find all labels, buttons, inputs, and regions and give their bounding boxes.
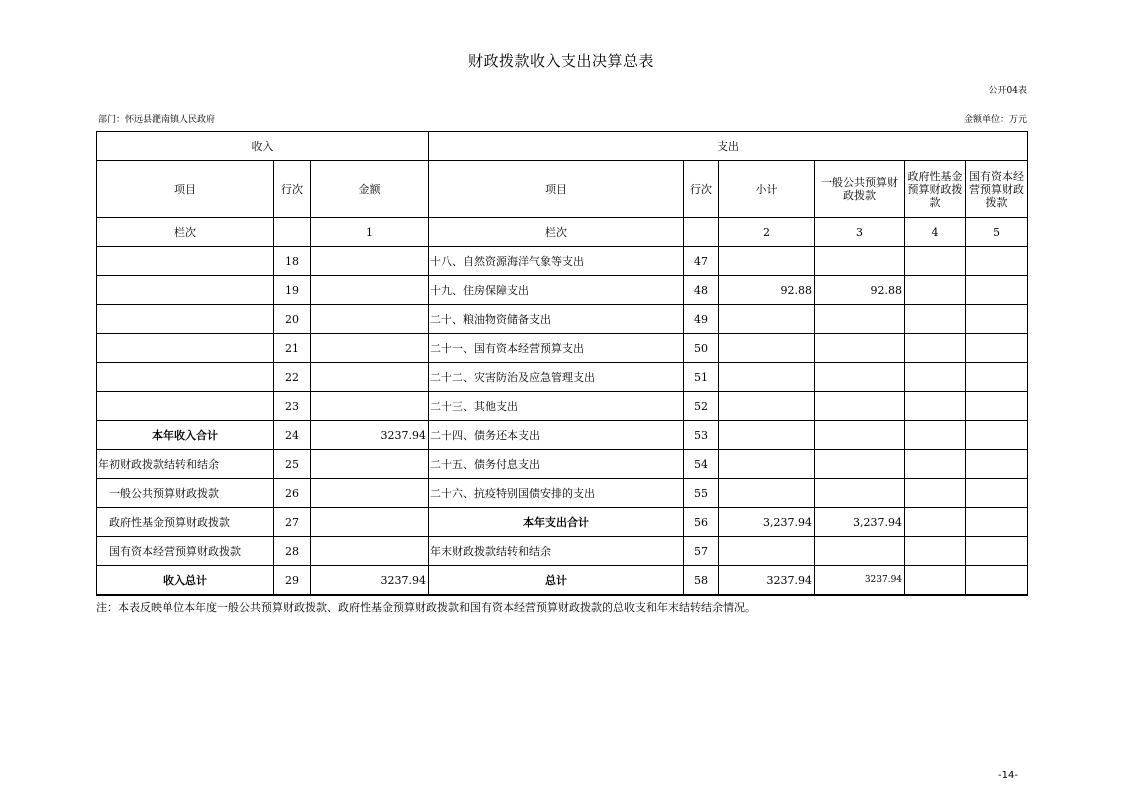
expense-capital xyxy=(966,276,1028,305)
table-row xyxy=(97,305,1028,334)
header-state-capital: 国有资本经营预算财政拨款 xyxy=(966,161,1028,218)
expense-general xyxy=(815,247,905,276)
expense-general xyxy=(815,363,905,392)
income-amount xyxy=(311,508,429,537)
income-item xyxy=(97,363,274,392)
expense-subtotal xyxy=(719,247,815,276)
header-row-no-expense: 行次 xyxy=(684,161,719,218)
expense-subtotal xyxy=(719,363,815,392)
income-item xyxy=(97,276,274,305)
income-row-no: 23 xyxy=(274,392,311,421)
expense-fund xyxy=(905,479,966,508)
expense-capital xyxy=(966,247,1028,276)
expense-subtotal xyxy=(719,479,815,508)
expense-item: 二十五、债务付息支出 xyxy=(429,450,684,479)
expense-general xyxy=(815,305,905,334)
income-item: 国有资本经营预算财政拨款 xyxy=(97,537,274,566)
column-index-4: 4 xyxy=(905,218,966,247)
page-title: 财政拨款收入支出决算总表 xyxy=(467,52,654,70)
expense-row-no: 50 xyxy=(684,334,719,363)
expense-subtotal xyxy=(719,537,815,566)
expense-row-no: 48 xyxy=(684,276,719,305)
expense-capital xyxy=(966,392,1028,421)
income-amount: 3237.94 xyxy=(311,421,429,450)
expense-general: 92.88 xyxy=(815,276,905,305)
column-index-1: 1 xyxy=(311,218,429,247)
table-row xyxy=(97,276,1028,305)
income-row-no: 18 xyxy=(274,247,311,276)
income-amount xyxy=(311,276,429,305)
table-row xyxy=(97,537,1028,566)
expense-item: 二十、粮油物资储备支出 xyxy=(429,305,684,334)
expense-general xyxy=(815,537,905,566)
expense-fund xyxy=(905,450,966,479)
header-general-budget: 一般公共预算财政拨款 xyxy=(815,161,905,218)
income-row-no: 28 xyxy=(274,537,311,566)
expense-row-no: 58 xyxy=(684,566,719,596)
income-year-total-label: 本年收入合计 xyxy=(97,421,274,450)
budget-summary-table xyxy=(96,131,1028,596)
column-index-2: 2 xyxy=(719,218,815,247)
table-row xyxy=(97,363,1028,392)
expense-capital xyxy=(966,479,1028,508)
expense-fund xyxy=(905,363,966,392)
header-amount: 金额 xyxy=(311,161,429,218)
expense-row-no: 57 xyxy=(684,537,719,566)
column-index-label-expense: 栏次 xyxy=(429,218,684,247)
expense-general xyxy=(815,479,905,508)
income-grand-total-amount: 3237.94 xyxy=(311,566,429,596)
income-item xyxy=(97,305,274,334)
grand-total-row xyxy=(97,566,1028,596)
expense-subtotal xyxy=(719,392,815,421)
expense-item: 二十三、其他支出 xyxy=(429,392,684,421)
income-item: 年初财政拨款结转和结余 xyxy=(97,450,274,479)
expense-general xyxy=(815,421,905,450)
expense-grand-total-label: 总计 xyxy=(429,566,684,596)
expense-general xyxy=(815,334,905,363)
expense-fund xyxy=(905,247,966,276)
expense-item: 二十一、国有资本经营预算支出 xyxy=(429,334,684,363)
income-amount xyxy=(311,363,429,392)
expense-subtotal xyxy=(719,305,815,334)
department-label: 部门：怀远县淝南镇人民政府 xyxy=(98,115,216,125)
expense-capital xyxy=(966,537,1028,566)
income-amount xyxy=(311,247,429,276)
income-item: 政府性基金预算财政拨款 xyxy=(97,508,274,537)
expense-subtotal xyxy=(719,421,815,450)
header-row-no: 行次 xyxy=(274,161,311,218)
expense-item: 二十二、灾害防治及应急管理支出 xyxy=(429,363,684,392)
expense-item: 年末财政拨款结转和结余 xyxy=(429,537,684,566)
page-number: -14- xyxy=(998,770,1018,781)
expense-row-no: 49 xyxy=(684,305,719,334)
expense-grand-total-general: 3237.94 xyxy=(815,566,905,596)
income-row-no: 20 xyxy=(274,305,311,334)
income-row-no: 21 xyxy=(274,334,311,363)
expense-general xyxy=(815,392,905,421)
expense-fund xyxy=(905,334,966,363)
income-amount xyxy=(311,392,429,421)
expense-subtotal xyxy=(719,450,815,479)
income-row-no: 19 xyxy=(274,276,311,305)
income-row-no: 24 xyxy=(274,421,311,450)
table-row xyxy=(97,334,1028,363)
expense-subtotal: 3,237.94 xyxy=(719,508,815,537)
expense-fund xyxy=(905,276,966,305)
expense-item: 十八、自然资源海洋气象等支出 xyxy=(429,247,684,276)
expense-item: 二十六、抗疫特别国债安排的支出 xyxy=(429,479,684,508)
income-item xyxy=(97,334,274,363)
expense-fund xyxy=(905,392,966,421)
expense-grand-total-subtotal: 3237.94 xyxy=(719,566,815,596)
column-index-blank xyxy=(274,218,311,247)
expense-item: 十九、住房保障支出 xyxy=(429,276,684,305)
income-item xyxy=(97,247,274,276)
expense-fund xyxy=(905,508,966,537)
income-row-no: 27 xyxy=(274,508,311,537)
expense-fund xyxy=(905,305,966,334)
income-amount xyxy=(311,450,429,479)
income-section-header: 收入 xyxy=(97,132,429,161)
table-note: 注：本表反映单位本年度一般公共预算财政拨款、政府性基金预算财政拨款和国有资本经营预算财政拨款的总收支和年末结转结余情况。 xyxy=(96,601,756,614)
table-row xyxy=(97,247,1028,276)
income-row-no: 26 xyxy=(274,479,311,508)
table-row xyxy=(97,392,1028,421)
column-index-5: 5 xyxy=(966,218,1028,247)
column-index-3: 3 xyxy=(815,218,905,247)
expense-row-no: 54 xyxy=(684,450,719,479)
expense-row-no: 53 xyxy=(684,421,719,450)
income-amount xyxy=(311,305,429,334)
header-gov-fund: 政府性基金预算财政拨款 xyxy=(905,161,966,218)
income-amount xyxy=(311,334,429,363)
expense-capital xyxy=(966,508,1028,537)
income-row-no: 29 xyxy=(274,566,311,596)
expense-capital xyxy=(966,305,1028,334)
expense-year-total-label: 本年支出合计 xyxy=(429,508,684,537)
expense-subtotal xyxy=(719,334,815,363)
expense-section-header: 支出 xyxy=(429,132,1028,161)
expense-fund xyxy=(905,537,966,566)
expense-subtotal: 92.88 xyxy=(719,276,815,305)
table-row xyxy=(97,421,1028,450)
unit-label: 金额单位：万元 xyxy=(963,115,1027,125)
expense-row-no: 55 xyxy=(684,479,719,508)
income-row-no: 25 xyxy=(274,450,311,479)
table-row xyxy=(97,508,1028,537)
expense-capital xyxy=(966,334,1028,363)
income-grand-total-label: 收入总计 xyxy=(97,566,274,596)
income-amount xyxy=(311,479,429,508)
expense-row-no: 51 xyxy=(684,363,719,392)
expense-general: 3,237.94 xyxy=(815,508,905,537)
header-item-expense: 项目 xyxy=(429,161,684,218)
table-row xyxy=(97,479,1028,508)
expense-capital xyxy=(966,363,1028,392)
expense-capital xyxy=(966,450,1028,479)
expense-capital xyxy=(966,566,1028,596)
expense-row-no: 52 xyxy=(684,392,719,421)
table-row xyxy=(97,450,1028,479)
form-code: 公开04表 xyxy=(988,86,1027,96)
expense-capital xyxy=(966,421,1028,450)
expense-row-no: 47 xyxy=(684,247,719,276)
column-index-label: 栏次 xyxy=(97,218,274,247)
expense-row-no: 56 xyxy=(684,508,719,537)
header-item: 项目 xyxy=(97,161,274,218)
expense-fund xyxy=(905,421,966,450)
header-subtotal: 小计 xyxy=(719,161,815,218)
income-item: 一般公共预算财政拨款 xyxy=(97,479,274,508)
expense-fund xyxy=(905,566,966,596)
expense-general xyxy=(815,450,905,479)
income-row-no: 22 xyxy=(274,363,311,392)
expense-item: 二十四、债务还本支出 xyxy=(429,421,684,450)
income-item xyxy=(97,392,274,421)
column-index-blank-expense xyxy=(684,218,719,247)
income-amount xyxy=(311,537,429,566)
